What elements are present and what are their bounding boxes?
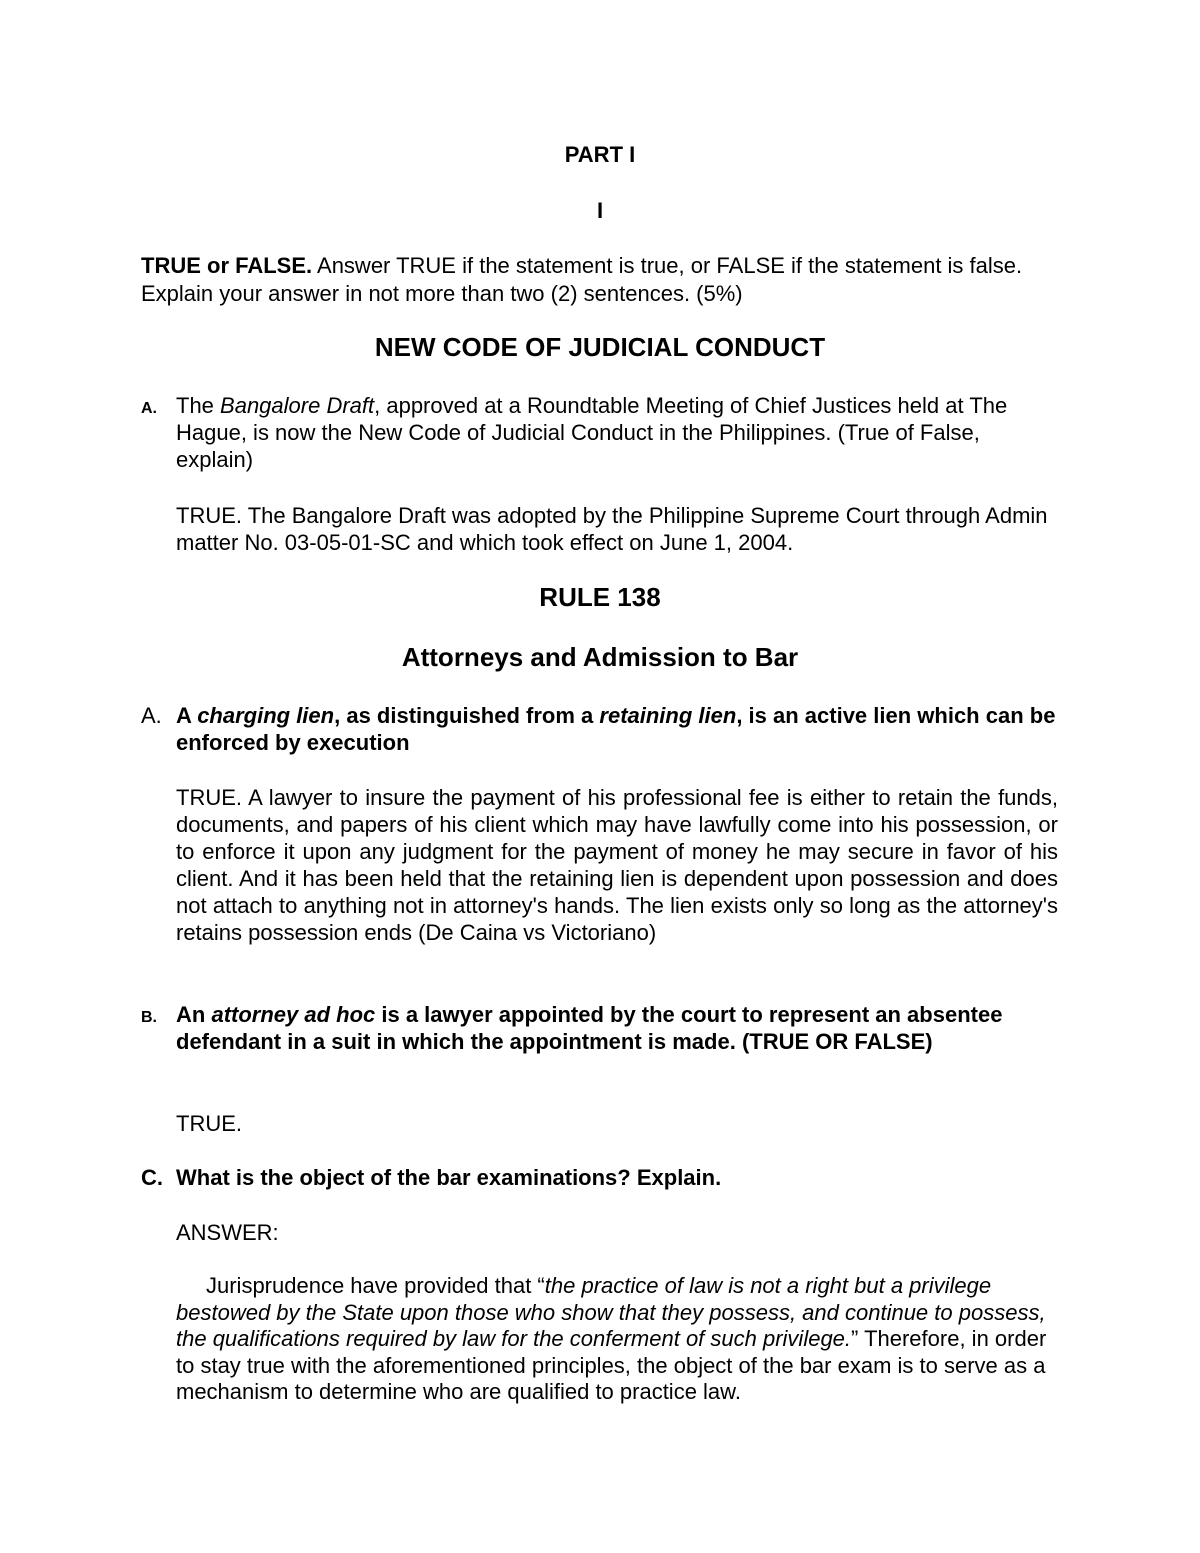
q-text: is a lawyer appointed by the court to represent an absentee defendant in a suit in which the appointment is made. (TRUE OR FALSE) [176,1002,1003,1054]
q-text: , as distinguished from a [334,703,600,728]
item-letter: C. [141,1165,163,1190]
item-question [176,392,1061,473]
part-number: I [596,198,604,223]
ncjc-item-a-answer: TRUE. The Bangalore Draft was adopted by the Philippine Supreme Court through Admin matter No. 03-05-01-SC and which took effect on June 1, 2004. [176,503,1048,555]
part-title: PART I [564,142,636,167]
q-italic: attorney ad hoc [211,1002,376,1027]
instructions-text: Answer TRUE if the statement is true, or FALSE if the statement is false. Explain your answer in not more than two (2) sentences. (5%) [141,253,1023,306]
q-italic: charging lien [197,703,335,728]
section-heading-ncjc: NEW CODE OF JUDICIAL CONDUCT [374,332,826,362]
q-text: , is an active lien which can be enforced by execution [176,703,1056,755]
rule-item-c-answer [176,1273,1058,1406]
section-subheading: Attorneys and Admission to Bar [401,642,799,672]
q-italic: retaining lien [599,703,737,728]
section-heading-rule: RULE 138 [539,582,661,612]
answer-text: ” Therefore, in order to stay true with the aforementioned principles, the object of the bar exam is to serve as a mechanism to determine who are qualified to practice law. [176,1326,1047,1404]
q-text: A [176,703,198,728]
rule-item-c-answer-label: ANSWER: [176,1220,279,1245]
q-text: , approved at a Roundtable Meeting of Chief Justices held at The Hague, is now the New Code of Judicial Conduct in the Philippines. (True of False, explain) [176,393,1008,472]
rule-item-a-answer: TRUE. A lawyer to insure the payment of his professional fee is either to retain the funds, documents, and papers of his client which may have lawfully come into his possession, or to enforce it upon any judgment for the payment of money he may secure in favor of his client. And it has been held that the retaining lien is dependent upon possession and does not attach to anything not in attorney's hands. The lien exists only so long as the attorney's retains possession ends (De Caina vs Victoriano) [176,785,1058,945]
answer-italic: the practice of law is not a right but a privilege bestowed by the State upon those who show that they possess, and continue to possess, the qualifications required by law for the conferment of such privilege. [176,1273,1046,1351]
item-letter: B. [141,1009,157,1026]
item-letter: A. [141,400,157,417]
item-question [176,1001,1061,1055]
q-italic: Bangalore Draft [220,393,375,418]
q-text: An [176,1002,212,1027]
instructions-lead: TRUE or FALSE. [141,253,313,278]
q-text: The [176,393,221,418]
rule-item-b-answer: TRUE. [176,1111,242,1136]
item-question: What is the object of the bar examinations? Explain. [176,1165,722,1190]
answer-text: Jurisprudence have provided that “ [206,1273,545,1298]
item-question [176,702,1061,756]
instructions [141,252,1041,308]
item-letter: A. [141,703,162,728]
